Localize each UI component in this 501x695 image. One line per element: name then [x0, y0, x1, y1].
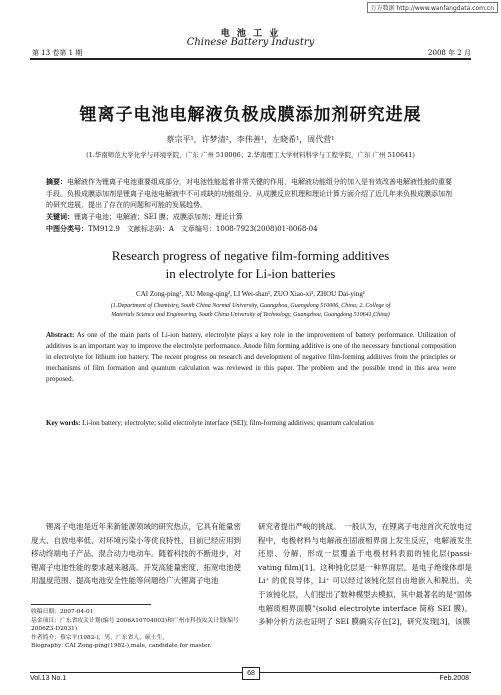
date-label: 2008 年 2 月 — [428, 49, 471, 57]
footnote-received: 收稿日期：2007-04-01 — [31, 609, 94, 615]
abstract-en-text: As one of the main parts of Li-ion battery, electrolyte plays a key role in the improvement of battery performance. Utilization of additives is an important way to improve the electrolyte performance. Anode film forming additive is one of the necessary functional composition in electrolyte for lithium ion battery. The recent progress on research and development of negative film-forming additives from the principles or mechanisms of film formation and quantum calculation was reviewed in this paper. The problem and the possible trend in this area were proposed. — [46, 331, 456, 383]
classification-line — [46, 223, 456, 236]
abstract-en-label: Abstract: — [46, 331, 75, 339]
affiliation-en-line2: Materials Science and Engineering, South China University of Technology, Guangzhou, Guangdong 510641,China) — [111, 312, 390, 318]
page-number: 68 — [242, 667, 260, 680]
keywords-en-text: Li-ion battery; electrolyte; solid electrolyte interface (SEI); film-forming additives; quantum calculation — [80, 419, 374, 427]
footnotes — [31, 608, 243, 651]
abstract-en — [46, 330, 456, 385]
footnote-divider — [31, 604, 151, 605]
classification-text: TM912.9 文献标志码：A 文章编号：1008-7923(2008)01-0068-04 — [88, 225, 318, 233]
authors-en: CAI Zong-ping¹, XU Meng-qing², LI Wei-shan¹, ZUO Xiao-xi¹, ZHOU Dai-ying¹ — [136, 290, 365, 298]
affiliation-en-line1: (1.Department of Chemistry, South China Normal University, Guangzhou, Guangdong 510006, China; 2. College of — [110, 303, 391, 309]
body-paragraph-left: 锂离子电池是近年来新能源领域的研究热点，它具有能量密度大、自放电率低、对环境污染小等优良特性，目前已经应用到移动终端电子产品、混合动力电动车。随着科技的不断进步，对锂离子电池性能的要求越来越高。开发高能量密度、拓宽电池使用温度范围、提高电池安全性能等问题给广大锂离子电池 — [31, 522, 241, 586]
watermark-stamp: 万方数据 http://www.wanfangdata.com.cn — [367, 2, 498, 13]
keywords-cn-text: 锂离子电池；电解液；SEI 膜；成膜添加剂；理论计算 — [74, 213, 243, 221]
affiliation-cn: (1.华南师范大学化学与环境学院，广东 广州 510006；2.华南理工大学材料科学与工程学院，广东 广州 510641) — [86, 151, 415, 159]
footnote-bio: Biography: CAI Zong-ping(1982-),male, candidate for master. — [31, 643, 212, 649]
keywords-cn — [46, 211, 456, 224]
abstract-cn-text: 电解液作为锂离子电池重要组成部分，对电池性能起着非常关键的作用，电解液功能组分的加入是有效改善电解液性能的重要手段。负极成膜添加剂是锂离子电池电解液中不可或缺的功能组分。从成膜反应机理和理论计算方面介绍了近几年来负极成膜添加剂的研究进展，提出了存在的问题和可能的发展趋势。 — [46, 178, 452, 209]
authors-cn: 蔡宗平¹，许梦清²，李伟善¹，左晓希¹，周代营¹ — [166, 135, 335, 144]
footer-date: Feb.2008 — [439, 675, 469, 682]
keywords-en — [46, 418, 456, 429]
affiliation-en — [0, 302, 501, 320]
paper-title-en-line1: Research progress of negative film-forming additives — [111, 248, 390, 263]
paper-title-cn: 锂离子电池电解液负极成膜添加剂研究进展 — [79, 105, 422, 125]
header-divider — [30, 58, 471, 60]
paper-title-en — [0, 247, 501, 283]
body-column-right — [258, 520, 472, 629]
journal-title-en: Chinese Battery Industry — [186, 37, 315, 48]
body-paragraph-right: 研究者提出严峻的挑战。 一般认为，在锂离子电池首次充放电过程中，电极材料与电解液在固液相界面上发生反应，电解液发生还原、分解，形成一层覆盖于电极材料表面的钝化层(passi-vating film)[1]。这种钝化层是一种界面层，是电子绝缘体却是 Li⁺ 的优良导体，Li⁺ 可以经过该钝化层自由地嵌入和脱出。关于该钝化层，人们提出了数种模型去模拟，其中最著名的是“固体电解质相界面膜”(solid electrolyte interface 简称 SEI 膜)。多种分析方法也证明了 SEI 膜确实存在[2]，研究发现[3]，该膜 — [258, 522, 472, 627]
journal-title-cn: 电 池 工 业 — [220, 29, 281, 39]
abstract-cn — [46, 176, 456, 212]
keywords-cn-label: 关键词： — [46, 212, 74, 221]
classification-label: 中图分类号： — [46, 224, 88, 233]
body-column-left — [31, 520, 241, 588]
footer-issue: Vol.13 No.1 — [30, 675, 67, 682]
footnote-fund: 基金项目：广东省攻关计划(编号 2006A10704003)和广州市科技攻关计划(编号 2006Z3-D2031) — [31, 617, 239, 632]
paper-title-en-line2: in electrolyte for Li-ion batteries — [165, 266, 336, 281]
abstract-cn-label: 摘要： — [46, 177, 67, 186]
footnote-author: 作者简介：蔡宗平(1982-)，男，广东省人，硕士生。 — [31, 634, 169, 641]
keywords-en-label: Key words: — [46, 419, 81, 427]
issue-label: 第 13 卷第 1 期 — [32, 49, 83, 57]
